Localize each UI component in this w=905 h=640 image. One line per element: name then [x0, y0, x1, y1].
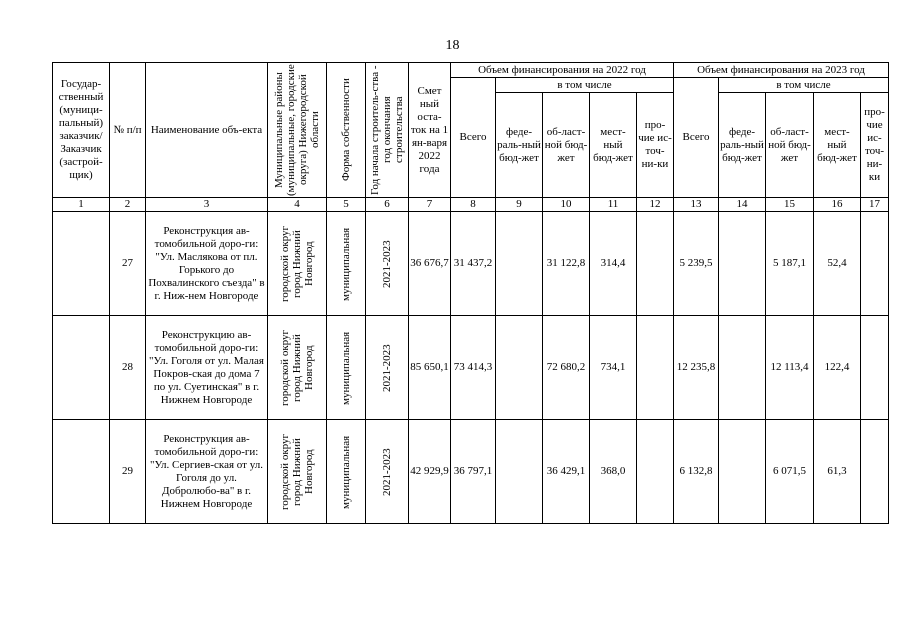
row-regional-2023: 6 071,5: [766, 420, 814, 524]
row-regional-2023: 12 113,4: [766, 316, 814, 420]
row-years: 2021-2023: [366, 420, 409, 524]
column-number: 15: [766, 198, 814, 212]
column-number: 16: [814, 198, 861, 212]
row-object-name: Реконструкция ав-томобильной доро-ги: "Ул. Маслякова от пл. Горького до Похвалинского съезда" в г. Ниж-нем Новгороде: [146, 212, 268, 316]
header-fin-2023: Объем финансирования на 2023 год: [674, 63, 889, 78]
row-ownership: муниципальная: [327, 212, 366, 316]
row-num: 28: [110, 316, 146, 420]
row-total-2022: 31 437,2: [451, 212, 496, 316]
column-number: 4: [268, 198, 327, 212]
column-number: 14: [719, 198, 766, 212]
header-ownership: Форма собственности: [327, 63, 366, 198]
row-other-2022: [637, 316, 674, 420]
row-local-2023: 52,4: [814, 212, 861, 316]
row-years: 2021-2023: [366, 212, 409, 316]
column-number: 9: [496, 198, 543, 212]
header-fin-2022: Объем финансирования на 2022 год: [451, 63, 674, 78]
column-number: 8: [451, 198, 496, 212]
header-federal-2023: феде-раль-ный бюд-жет: [719, 93, 766, 198]
row-district: городской округ город Нижний Новгород: [268, 420, 327, 524]
row-local-2023: 122,4: [814, 316, 861, 420]
column-number: 10: [543, 198, 590, 212]
header-years: Год начала строитель-ства - год окончания строительства: [366, 63, 409, 198]
column-number: 1: [53, 198, 110, 212]
header-other-2023: про-чие ис-точ-ни-ки: [861, 93, 889, 198]
row-other-2023: [861, 420, 889, 524]
row-federal-2023: [719, 212, 766, 316]
column-number: 5: [327, 198, 366, 212]
row-estimate: 85 650,1: [409, 316, 451, 420]
row-other-2022: [637, 420, 674, 524]
row-customer: [53, 212, 110, 316]
row-regional-2022: 72 680,2: [543, 316, 590, 420]
column-number: 13: [674, 198, 719, 212]
header-customer: Государ-ственный (муници-пальный) заказчик/ Заказчик (застрой-щик): [53, 63, 110, 198]
table-row: [53, 420, 889, 524]
row-num: 27: [110, 212, 146, 316]
row-local-2023: 61,3: [814, 420, 861, 524]
header-federal-2022: феде-раль-ный бюд-жет: [496, 93, 543, 198]
row-local-2022: 314,4: [590, 212, 637, 316]
header-including-2023: в том числе: [719, 78, 889, 93]
column-number-row: [53, 198, 889, 212]
row-object-name: Реконструкция ав-томобильной доро-ги: "Ул. Сергиев-ская от ул. Гоголя до ул. Добролюбо-ва" в г. Нижнем Новгороде: [146, 420, 268, 524]
header-total-2023: Всего: [674, 78, 719, 198]
table-row: [53, 212, 889, 316]
header-including-2022: в том числе: [496, 78, 674, 93]
investment-table: [52, 62, 889, 524]
column-number: 2: [110, 198, 146, 212]
header-districts: Муниципальные районы (муниципальные, городские округа) Нижегородской области: [268, 63, 327, 198]
header-estimate: Смет ный оста-ток на 1 ян-варя 2022 года: [409, 63, 451, 198]
column-number: 7: [409, 198, 451, 212]
column-number: 6: [366, 198, 409, 212]
row-customer: [53, 316, 110, 420]
row-federal-2022: [496, 212, 543, 316]
row-ownership: муниципальная: [327, 420, 366, 524]
column-number: 11: [590, 198, 637, 212]
row-regional-2023: 5 187,1: [766, 212, 814, 316]
column-number: 3: [146, 198, 268, 212]
row-total-2022: 36 797,1: [451, 420, 496, 524]
row-district: городской округ город Нижний Новгород: [268, 316, 327, 420]
row-other-2022: [637, 212, 674, 316]
row-federal-2022: [496, 420, 543, 524]
row-num: 29: [110, 420, 146, 524]
row-federal-2022: [496, 316, 543, 420]
row-customer: [53, 420, 110, 524]
row-years: 2021-2023: [366, 316, 409, 420]
row-regional-2022: 36 429,1: [543, 420, 590, 524]
row-local-2022: 734,1: [590, 316, 637, 420]
header-other-2022: про-чие ис-точ-ни-ки: [637, 93, 674, 198]
row-object-name: Реконструкцию ав-томобильной доро-ги: "Ул. Гоголя от ул. Малая Покров-ская до дома 7 по ул. Суетинская" в г. Нижнем Новгороде: [146, 316, 268, 420]
row-local-2022: 368,0: [590, 420, 637, 524]
header-num: № п/п: [110, 63, 146, 198]
row-total-2023: 5 239,5: [674, 212, 719, 316]
row-estimate: 42 929,9: [409, 420, 451, 524]
row-federal-2023: [719, 420, 766, 524]
header-local-2022: мест-ный бюд-жет: [590, 93, 637, 198]
column-number: 12: [637, 198, 674, 212]
row-other-2023: [861, 212, 889, 316]
table-row: [53, 316, 889, 420]
header-regional-2022: об-ласт-ной бюд-жет: [543, 93, 590, 198]
row-federal-2023: [719, 316, 766, 420]
row-total-2023: 12 235,8: [674, 316, 719, 420]
row-regional-2022: 31 122,8: [543, 212, 590, 316]
header-regional-2023: об-ласт-ной бюд-жет: [766, 93, 814, 198]
column-number: 17: [861, 198, 889, 212]
header-total-2022: Всего: [451, 78, 496, 198]
row-estimate: 36 676,7: [409, 212, 451, 316]
row-ownership: муниципальная: [327, 316, 366, 420]
row-total-2022: 73 414,3: [451, 316, 496, 420]
row-total-2023: 6 132,8: [674, 420, 719, 524]
header-local-2023: мест-ный бюд-жет: [814, 93, 861, 198]
row-district: городской округ город Нижний Новгород: [268, 212, 327, 316]
row-other-2023: [861, 316, 889, 420]
page-number: 18: [445, 38, 460, 53]
header-object-name: Наименование объ-екта: [146, 63, 268, 198]
